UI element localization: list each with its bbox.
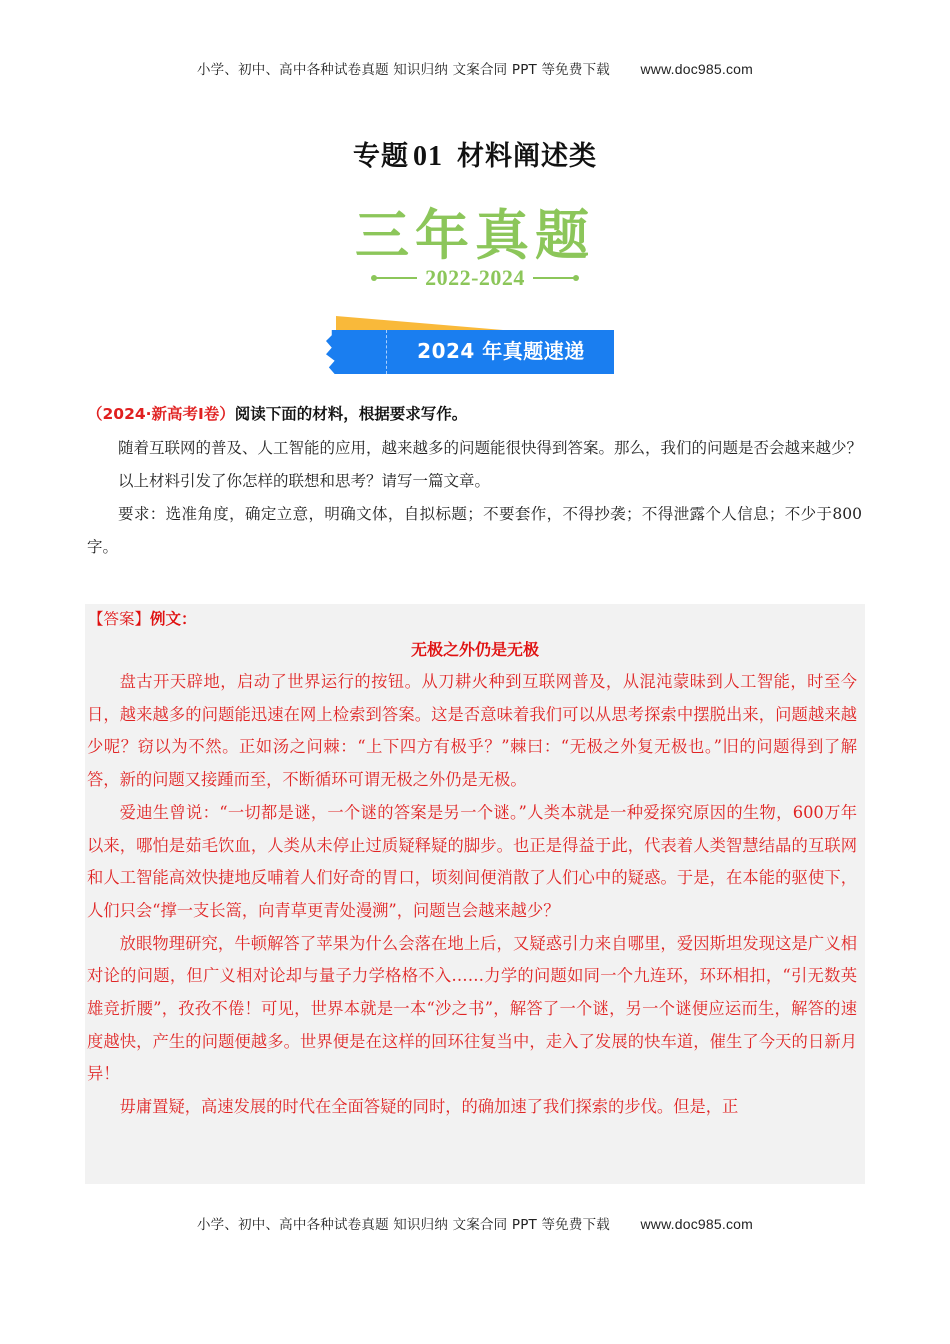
section-ribbon bbox=[326, 313, 616, 375]
footer-url-link[interactable]: www.doc985.com bbox=[640, 1216, 754, 1232]
year-range-text: 2022-2024 bbox=[425, 265, 525, 290]
year-range bbox=[0, 265, 950, 291]
header-url-link[interactable]: www.doc985.com bbox=[640, 61, 754, 77]
divider-line-left bbox=[375, 277, 417, 279]
question-material: 随着互联网的普及、人工智能的应用，越来越多的问题能很快得到答案。那么，我们的问题是否会越来越少？ bbox=[118, 439, 863, 457]
essay-paragraph: 毋庸置疑，高速发展的时代在全面答疑的同时，的确加速了我们探索的步伐。但是，正 bbox=[119, 1097, 739, 1117]
answer-label: 【答案】 bbox=[88, 610, 151, 628]
answer-section bbox=[85, 604, 865, 1184]
page-header bbox=[0, 58, 950, 78]
header-text: 小学、初中、高中各种试卷真题 知识归纳 文案合同 PPT 等免费下载 bbox=[196, 62, 610, 78]
question-instruction: 阅读下面的材料，根据要求写作。 bbox=[234, 405, 468, 423]
footer-text: 小学、初中、高中各种试卷真题 知识归纳 文案合同 PPT 等免费下载 bbox=[196, 1217, 610, 1233]
answer-sublabel: 例文： bbox=[150, 610, 197, 628]
question-section bbox=[87, 402, 862, 564]
essay-paragraph: 放眼物理研究，牛顿解答了苹果为什么会落在地上后，又疑惑引力来自哪里，爱因斯坦发现这是广义相对论的问题，但广义相对论却与量子力学格格不入……力学的问题如同一个九连环，环环相扣，“引无数英雄竞折腰”，孜孜不倦！可见，世界本就是一本“沙之书”，解答了一个谜，另一个谜便应运而生，解答的速度越快，产生的问题便越多。世界便是在这样的回环往复当中，走入了发展的快车道，催生了今天的日新月异！ bbox=[87, 933, 857, 1084]
question-prompt: 以上材料引发了你怎样的联想和思考？请写一篇文章。 bbox=[118, 472, 491, 490]
question-requirements: 要求：选准角度，确定立意，明确文体，自拟标题；不要套作，不得抄袭；不得泄露个人信息；不少于800字。 bbox=[87, 505, 862, 556]
document-title bbox=[0, 134, 950, 173]
title-name: 材料阐述类 bbox=[457, 141, 597, 172]
question-source: （2024·新高考Ⅰ卷） bbox=[87, 405, 235, 423]
title-prefix: 专题 bbox=[353, 141, 409, 172]
essay-title: 无极之外仍是无极 bbox=[410, 640, 539, 659]
page-footer bbox=[0, 1213, 950, 1233]
divider-line-right bbox=[533, 277, 575, 279]
banner-title: 三年真题 bbox=[355, 204, 595, 267]
essay-body bbox=[87, 666, 857, 1124]
title-number: 01 bbox=[413, 141, 443, 172]
answer-heading bbox=[88, 607, 197, 629]
essay-paragraph: 盘古开天辟地，启动了世界运行的按钮。从刀耕火种到互联网普及，从混沌蒙昧到人工智能，时至今日，越来越多的问题能迅速在网上检索到答案。这是否意味着我们可以从思考探索中摆脱出来，问题越来越少呢？窃以为不然。正如汤之问棘：“上下四方有极乎？”棘曰：“无极之外复无极也。”旧的问题得到了解答，新的问题又接踵而至，不断循环可谓无极之外仍是无极。 bbox=[87, 672, 857, 790]
ribbon-label: 2024 年真题速递 bbox=[417, 339, 585, 363]
ribbon-dashed-line bbox=[386, 330, 387, 374]
question-heading bbox=[87, 402, 862, 426]
essay-paragraph: 爱迪生曾说：“一切都是谜，一个谜的答案是另一个谜。”人类本就是一种爱探究原因的生物，600万年以来，哪怕是茹毛饮血，人类从未停止过质疑释疑的脚步。也正是得益于此，代表着人类智慧结晶的互联网和人工智能高效快捷地反哺着人们好奇的胃口，顷刻间便消散了人们心中的疑惑。于是，在本能的驱使下，人们只会“撑一支长篙，向青草更青处漫溯”，问题岂会越来越少？ bbox=[87, 802, 857, 920]
